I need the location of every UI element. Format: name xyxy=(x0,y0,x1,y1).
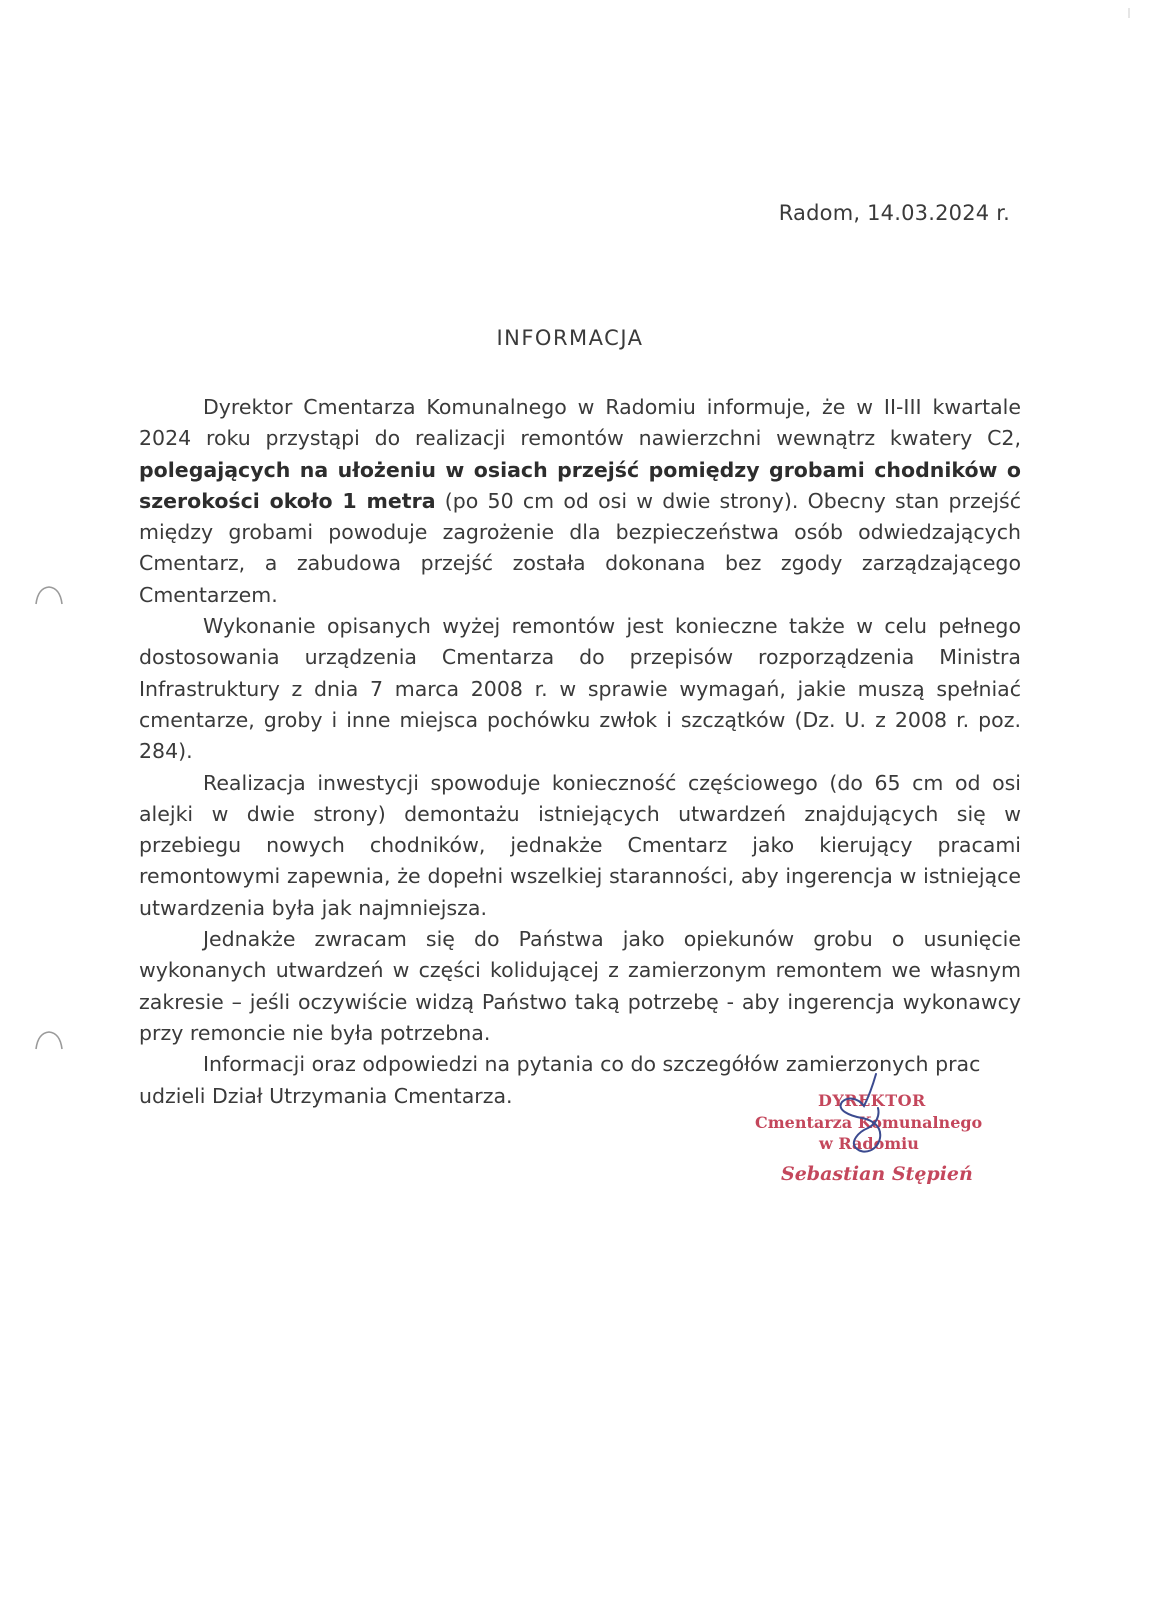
stamp-line-city: w Radomiu xyxy=(819,1134,919,1153)
stamp-line-institution: Cmentarza Komunalnego xyxy=(755,1113,983,1132)
paragraph-5: Informacji oraz odpowiedzi na pytania co do szczegółów zamierzonych prac udzieli Dział Utrzymania Cmentarza. xyxy=(139,1052,981,1108)
stamp-line-title: DYREKTOR xyxy=(818,1091,926,1110)
paragraph-4: Jednakże zwracam się do Państwa jako opiekunów grobu o usunięcie wykonanych utwardzeń w części kolidującej z zamierzonym remontem we własnym zakresie – jeśli oczywiście widzą Państwo taką potrzebę - aby ingerencja wykonawcy przy remoncie nie była potrzebna. xyxy=(139,927,1021,1045)
paragraph-3: Realizacja inwestycji spowoduje konieczność częściowego (do 65 cm od osi alejki w dwie strony) demontażu istniejących utwardzeń znajdujących się w przebiegu nowych chodników, jednakże Cmentarz jako kierujący pracami remontowymi zapewnia, że dopełni wszelkiej staranności, aby ingerencja w istniejące utwardzenia była jak najmniejsza. xyxy=(139,770,1021,920)
punch-hole-mark-top xyxy=(34,584,64,606)
paragraph-1 xyxy=(139,392,1021,611)
document-body xyxy=(139,392,1021,1112)
handwritten-signature xyxy=(828,1072,908,1172)
stamp-line-name: Sebastian Stępień xyxy=(781,1163,973,1185)
paragraph-1-intro: Dyrektor Cmentarza Komunalnego w Radomiu informuje, że w II-III kwartale 2024 roku przystąpi do realizacji remontów nawierzchni wewnątrz kwatery C2, xyxy=(139,395,1021,451)
scan-mark xyxy=(1128,8,1130,18)
paragraph-1-rest: (po 50 cm od osi w dwie strony). Obecny stan przejść między grobami powoduje zagrożenie dla bezpieczeństwa osób odwiedzających Cmentarz, a zabudowa przejść została dokonana bez zgody zarządzającego Cmentarzem. xyxy=(139,488,1021,607)
document-title-text: INFORMACJA xyxy=(496,326,644,350)
document-title xyxy=(0,326,1150,350)
document-date: Radom, 14.03.2024 r. xyxy=(778,201,1010,225)
paragraph-2: Wykonanie opisanych wyżej remontów jest konieczne także w celu pełnego dostosowania urządzenia Cmentarza do przepisów rozporządzenia Ministra Infrastruktury z dnia 7 marca 2008 r. w sprawie wymagań, jakie muszą spełniać cmentarze, groby i inne miejsca pochówku zwłok i szczątków (Dz. U. z 2008 r. poz. 284). xyxy=(139,614,1021,764)
paragraph-1-bold: polegających na ułożeniu w osiach przejść pomiędzy grobami chodników o szerokości około 1 metra xyxy=(139,457,1021,513)
punch-hole-mark-bottom xyxy=(34,1029,64,1051)
